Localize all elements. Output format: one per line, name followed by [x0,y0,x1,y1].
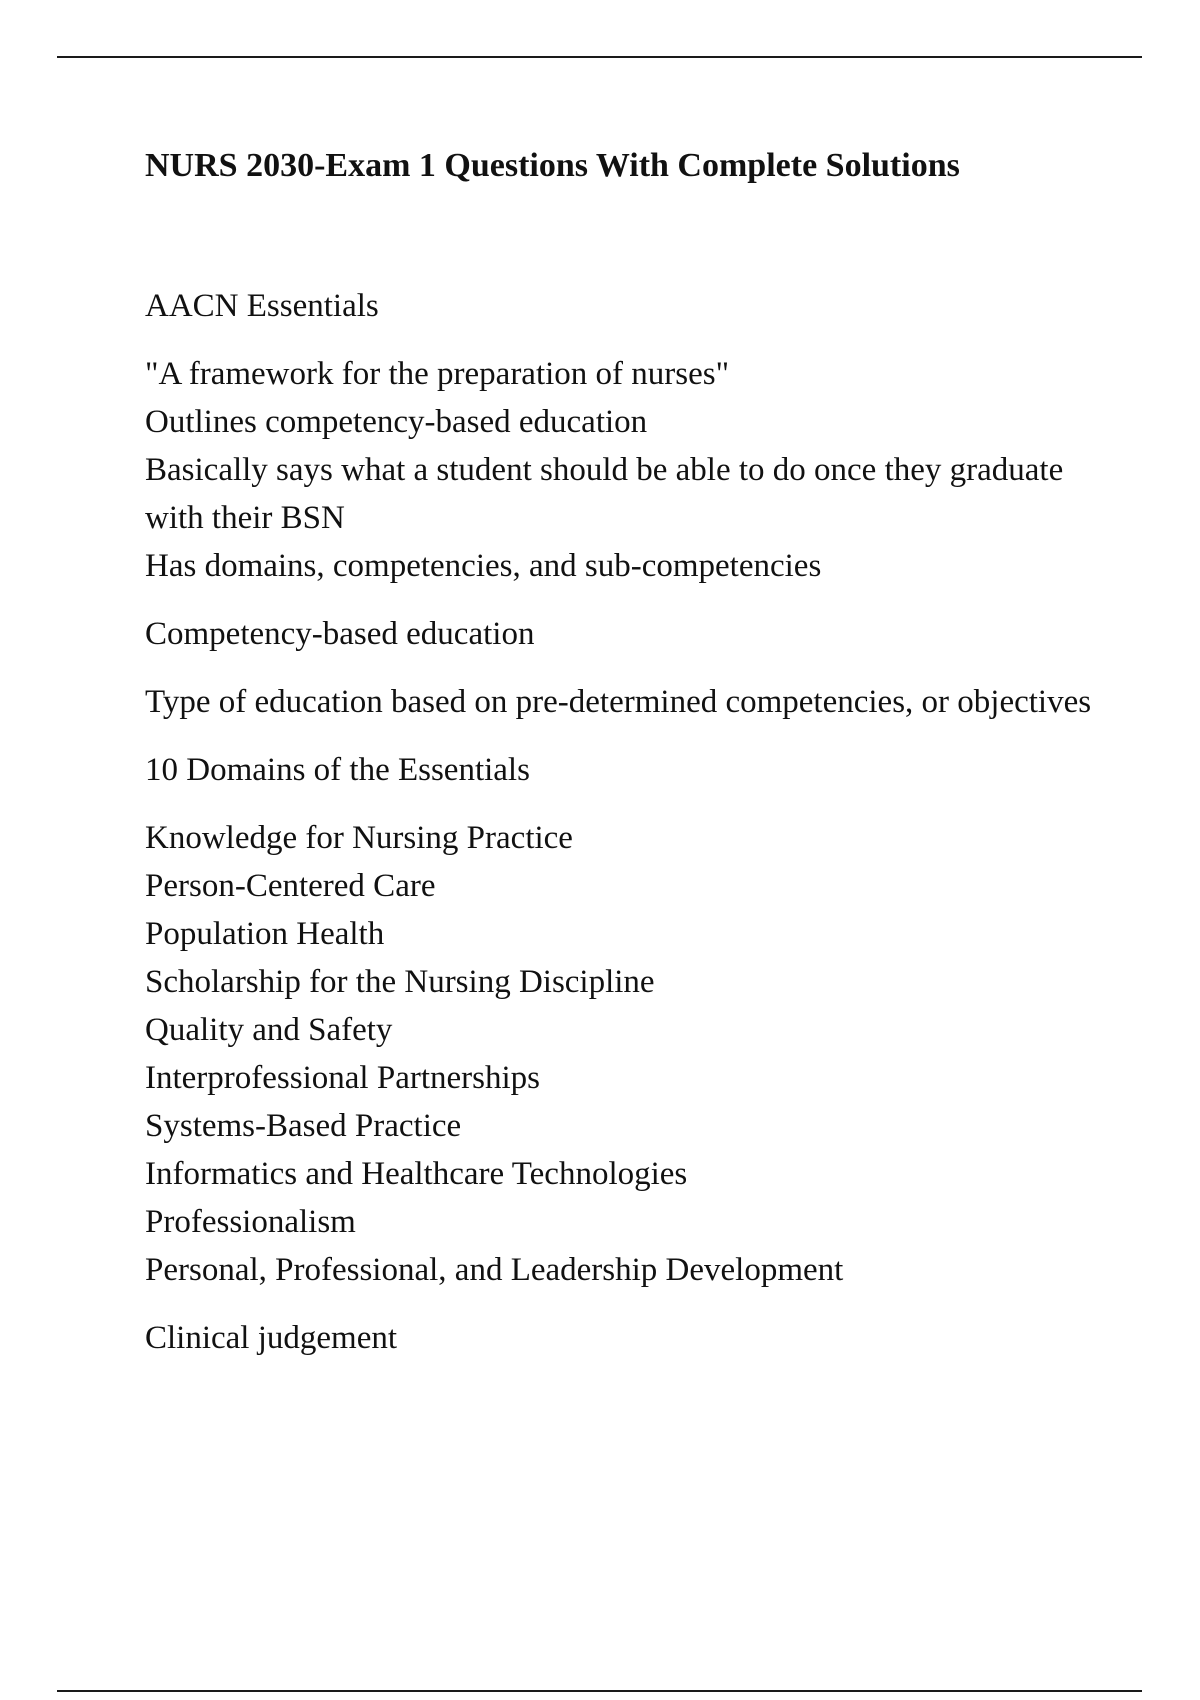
answer-line: Knowledge for Nursing Practice [145,820,573,856]
document-body [145,142,1105,1382]
answer-line: Person-Centered Care [145,868,436,904]
bottom-divider [57,1690,1142,1692]
question-text: Competency-based education [145,616,535,652]
document-title: NURS 2030-Exam 1 Questions With Complete Solutions [145,147,960,184]
question-text: 10 Domains of the Essentials [145,752,530,788]
answer-line: Informatics and Healthcare Technologies [145,1156,688,1192]
qa-list [145,282,1105,1362]
question-text: Clinical judgement [145,1320,398,1356]
answer-line: Outlines competency-based education [145,404,648,440]
answer-line: "A framework for the preparation of nurses" [145,356,730,392]
answer-line: Systems-Based Practice [145,1108,462,1144]
qa-card [145,282,1105,590]
qa-card [145,610,1105,726]
answer-line: Scholarship for the Nursing Discipline [145,964,655,1000]
answer-line: Type of education based on pre-determined competencies, or objectives [145,684,1092,720]
qa-card [145,746,1105,1294]
answer-line: Personal, Professional, and Leadership Development [145,1252,844,1288]
answer-line: Has domains, competencies, and sub-competencies [145,548,822,584]
answer-text [145,814,1105,1294]
answer-text [145,350,1105,590]
answer-line: Professionalism [145,1204,356,1240]
answer-line: Quality and Safety [145,1012,393,1048]
answer-text [145,678,1105,726]
top-divider [57,56,1142,58]
answer-line: Basically says what a student should be able to do once they graduate with their BSN [145,452,1064,536]
answer-line: Population Health [145,916,385,952]
question-text: AACN Essentials [145,288,379,324]
answer-line: Interprofessional Partnerships [145,1060,540,1096]
qa-card [145,1314,1105,1362]
